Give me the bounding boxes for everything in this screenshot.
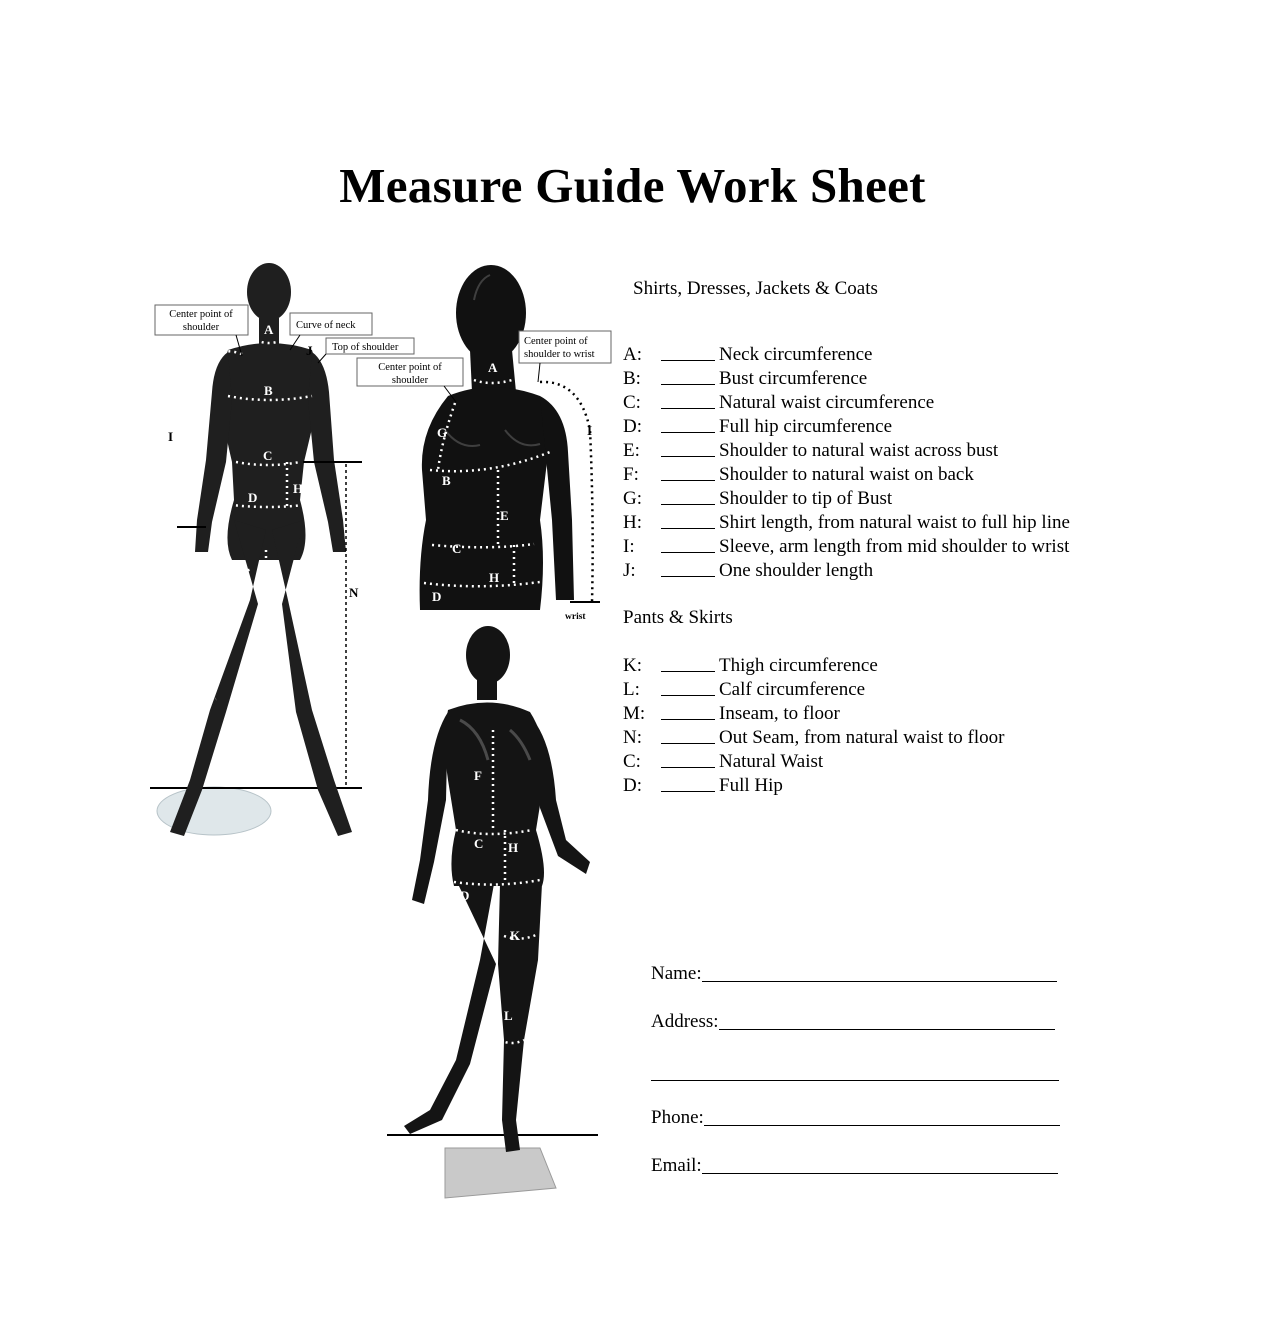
measure-letter: D: bbox=[623, 775, 642, 796]
measure-label: Shirt length, from natural waist to full hip line bbox=[719, 512, 1070, 533]
measure-label: Calf circumference bbox=[719, 679, 866, 700]
marker-j: J bbox=[306, 343, 313, 358]
measure-label: Full hip circumference bbox=[719, 416, 893, 437]
marker-e: E bbox=[500, 508, 509, 523]
list-item bbox=[623, 343, 1070, 367]
marker-c: C bbox=[263, 448, 273, 463]
phone-line[interactable] bbox=[704, 1124, 1060, 1126]
name-label: Name: bbox=[651, 963, 702, 984]
steel-base bbox=[445, 1148, 556, 1198]
measure-label: Out Seam, from natural waist to floor bbox=[719, 727, 1005, 748]
measure-blank[interactable] bbox=[661, 535, 715, 553]
callout-top-of-shoulder: Top of shoulder bbox=[332, 342, 399, 353]
list-item bbox=[623, 750, 1004, 774]
measure-blank[interactable] bbox=[661, 511, 715, 529]
measure-blank[interactable] bbox=[661, 702, 715, 720]
measure-label: Sleeve, arm length from mid shoulder to wrist bbox=[719, 536, 1070, 557]
measure-letter: M: bbox=[623, 703, 646, 724]
name-field[interactable] bbox=[651, 963, 1057, 985]
marker-h: H bbox=[508, 840, 519, 855]
list-item bbox=[623, 367, 1070, 391]
measure-letter: J: bbox=[623, 560, 636, 581]
list-item bbox=[623, 415, 1070, 439]
measure-blank[interactable] bbox=[661, 391, 715, 409]
list-item bbox=[623, 726, 1004, 750]
measure-letter: C: bbox=[623, 392, 641, 413]
measure-label: Shoulder to natural waist on back bbox=[719, 464, 974, 485]
email-line[interactable] bbox=[702, 1172, 1058, 1174]
measure-label: Shoulder to tip of Bust bbox=[719, 488, 893, 509]
measure-label: Inseam, to floor bbox=[719, 703, 840, 724]
list-item bbox=[623, 559, 1070, 583]
front-mannequin-figure bbox=[150, 263, 414, 836]
list-item bbox=[623, 654, 1004, 678]
callout-curve-of-neck: Curve of neck bbox=[296, 320, 356, 331]
measure-letter: K: bbox=[623, 655, 642, 676]
measure-label: Natural Waist bbox=[719, 751, 824, 772]
torso-closeup-figure bbox=[357, 265, 611, 622]
back-mannequin-figure bbox=[387, 626, 598, 1198]
marker-d: D bbox=[460, 888, 470, 903]
marker-i: I bbox=[168, 429, 174, 444]
marker-k: K bbox=[510, 928, 521, 943]
marker-l: L bbox=[200, 680, 209, 695]
marker-d: D bbox=[248, 490, 258, 505]
measure-label: Bust circumference bbox=[719, 368, 868, 389]
phone-label: Phone: bbox=[651, 1107, 704, 1128]
marker-l: L bbox=[504, 1008, 513, 1023]
address-field[interactable] bbox=[651, 1011, 1055, 1033]
marker-b: B bbox=[442, 473, 451, 488]
measure-letter: E: bbox=[623, 440, 640, 461]
measure-blank[interactable] bbox=[661, 750, 715, 768]
list-item bbox=[623, 535, 1070, 559]
marker-i: I bbox=[587, 423, 593, 438]
shirts-section-heading: Shirts, Dresses, Jackets & Coats bbox=[633, 278, 878, 299]
measure-letter: A: bbox=[623, 344, 642, 365]
marker-h: H bbox=[489, 570, 500, 585]
marker-a: A bbox=[264, 322, 274, 337]
measure-letter: D: bbox=[623, 416, 642, 437]
measure-label: One shoulder length bbox=[719, 560, 874, 581]
measure-letter: L: bbox=[623, 679, 640, 700]
measure-blank[interactable] bbox=[661, 654, 715, 672]
page-title: Measure Guide Work Sheet bbox=[339, 158, 926, 213]
measure-letter: F: bbox=[623, 464, 639, 485]
callout-center-shoulder-torso: Center point of shoulder bbox=[378, 362, 442, 386]
list-item bbox=[623, 702, 1004, 726]
measure-label: Shoulder to natural waist across bust bbox=[719, 440, 999, 461]
measure-blank[interactable] bbox=[661, 678, 715, 696]
measure-letter: B: bbox=[623, 368, 641, 389]
marker-c: C bbox=[474, 836, 484, 851]
measure-blank[interactable] bbox=[661, 367, 715, 385]
marker-h: H bbox=[293, 481, 304, 496]
list-item bbox=[623, 439, 1070, 463]
marker-f: F bbox=[474, 768, 482, 783]
wrist-label: wrist bbox=[565, 612, 586, 622]
list-item bbox=[623, 511, 1070, 535]
marker-k: K bbox=[227, 557, 238, 572]
measure-label: Full Hip bbox=[719, 775, 783, 796]
measure-blank[interactable] bbox=[661, 487, 715, 505]
measure-label: Thigh circumference bbox=[719, 655, 878, 676]
email-label: Email: bbox=[651, 1155, 702, 1176]
list-item bbox=[623, 774, 1004, 798]
address-line-2[interactable] bbox=[651, 1079, 1059, 1081]
measure-blank[interactable] bbox=[661, 726, 715, 744]
measure-letter: I: bbox=[623, 536, 635, 557]
phone-field[interactable] bbox=[651, 1107, 1060, 1129]
measure-blank[interactable] bbox=[661, 439, 715, 457]
list-item bbox=[623, 463, 1070, 487]
measure-label: Natural waist circumference bbox=[719, 392, 935, 413]
measure-letter: N: bbox=[623, 727, 642, 748]
callout-shoulder-to-wrist: Center point of shoulder to wrist bbox=[524, 336, 595, 360]
measure-blank[interactable] bbox=[661, 415, 715, 433]
measure-blank[interactable] bbox=[661, 774, 715, 792]
callout-center-shoulder-front: Center point of shoulder bbox=[169, 309, 233, 333]
measure-label: Neck circumference bbox=[719, 344, 873, 365]
marker-m: M bbox=[269, 631, 282, 646]
name-line[interactable] bbox=[702, 980, 1057, 982]
measure-blank[interactable] bbox=[661, 559, 715, 577]
shirts-measurement-list bbox=[623, 343, 1070, 583]
marker-a: A bbox=[488, 360, 498, 375]
address-line[interactable] bbox=[719, 1028, 1055, 1030]
measure-blank[interactable] bbox=[661, 463, 715, 481]
list-item bbox=[623, 678, 1004, 702]
measure-letter: C: bbox=[623, 751, 641, 772]
marker-d: D bbox=[432, 589, 442, 604]
measure-blank[interactable] bbox=[661, 343, 715, 361]
marker-n: N bbox=[349, 585, 359, 600]
list-item bbox=[623, 487, 1070, 511]
marker-b: B bbox=[264, 383, 273, 398]
measure-letter: H: bbox=[623, 512, 642, 533]
address-label: Address: bbox=[651, 1011, 719, 1032]
measure-letter: G: bbox=[623, 488, 642, 509]
marker-c: C bbox=[452, 541, 462, 556]
email-field[interactable] bbox=[651, 1155, 1058, 1177]
list-item bbox=[623, 391, 1070, 415]
marker-g: G bbox=[437, 425, 448, 440]
pants-section-heading: Pants & Skirts bbox=[623, 607, 733, 628]
pants-measurement-list bbox=[623, 654, 1004, 798]
